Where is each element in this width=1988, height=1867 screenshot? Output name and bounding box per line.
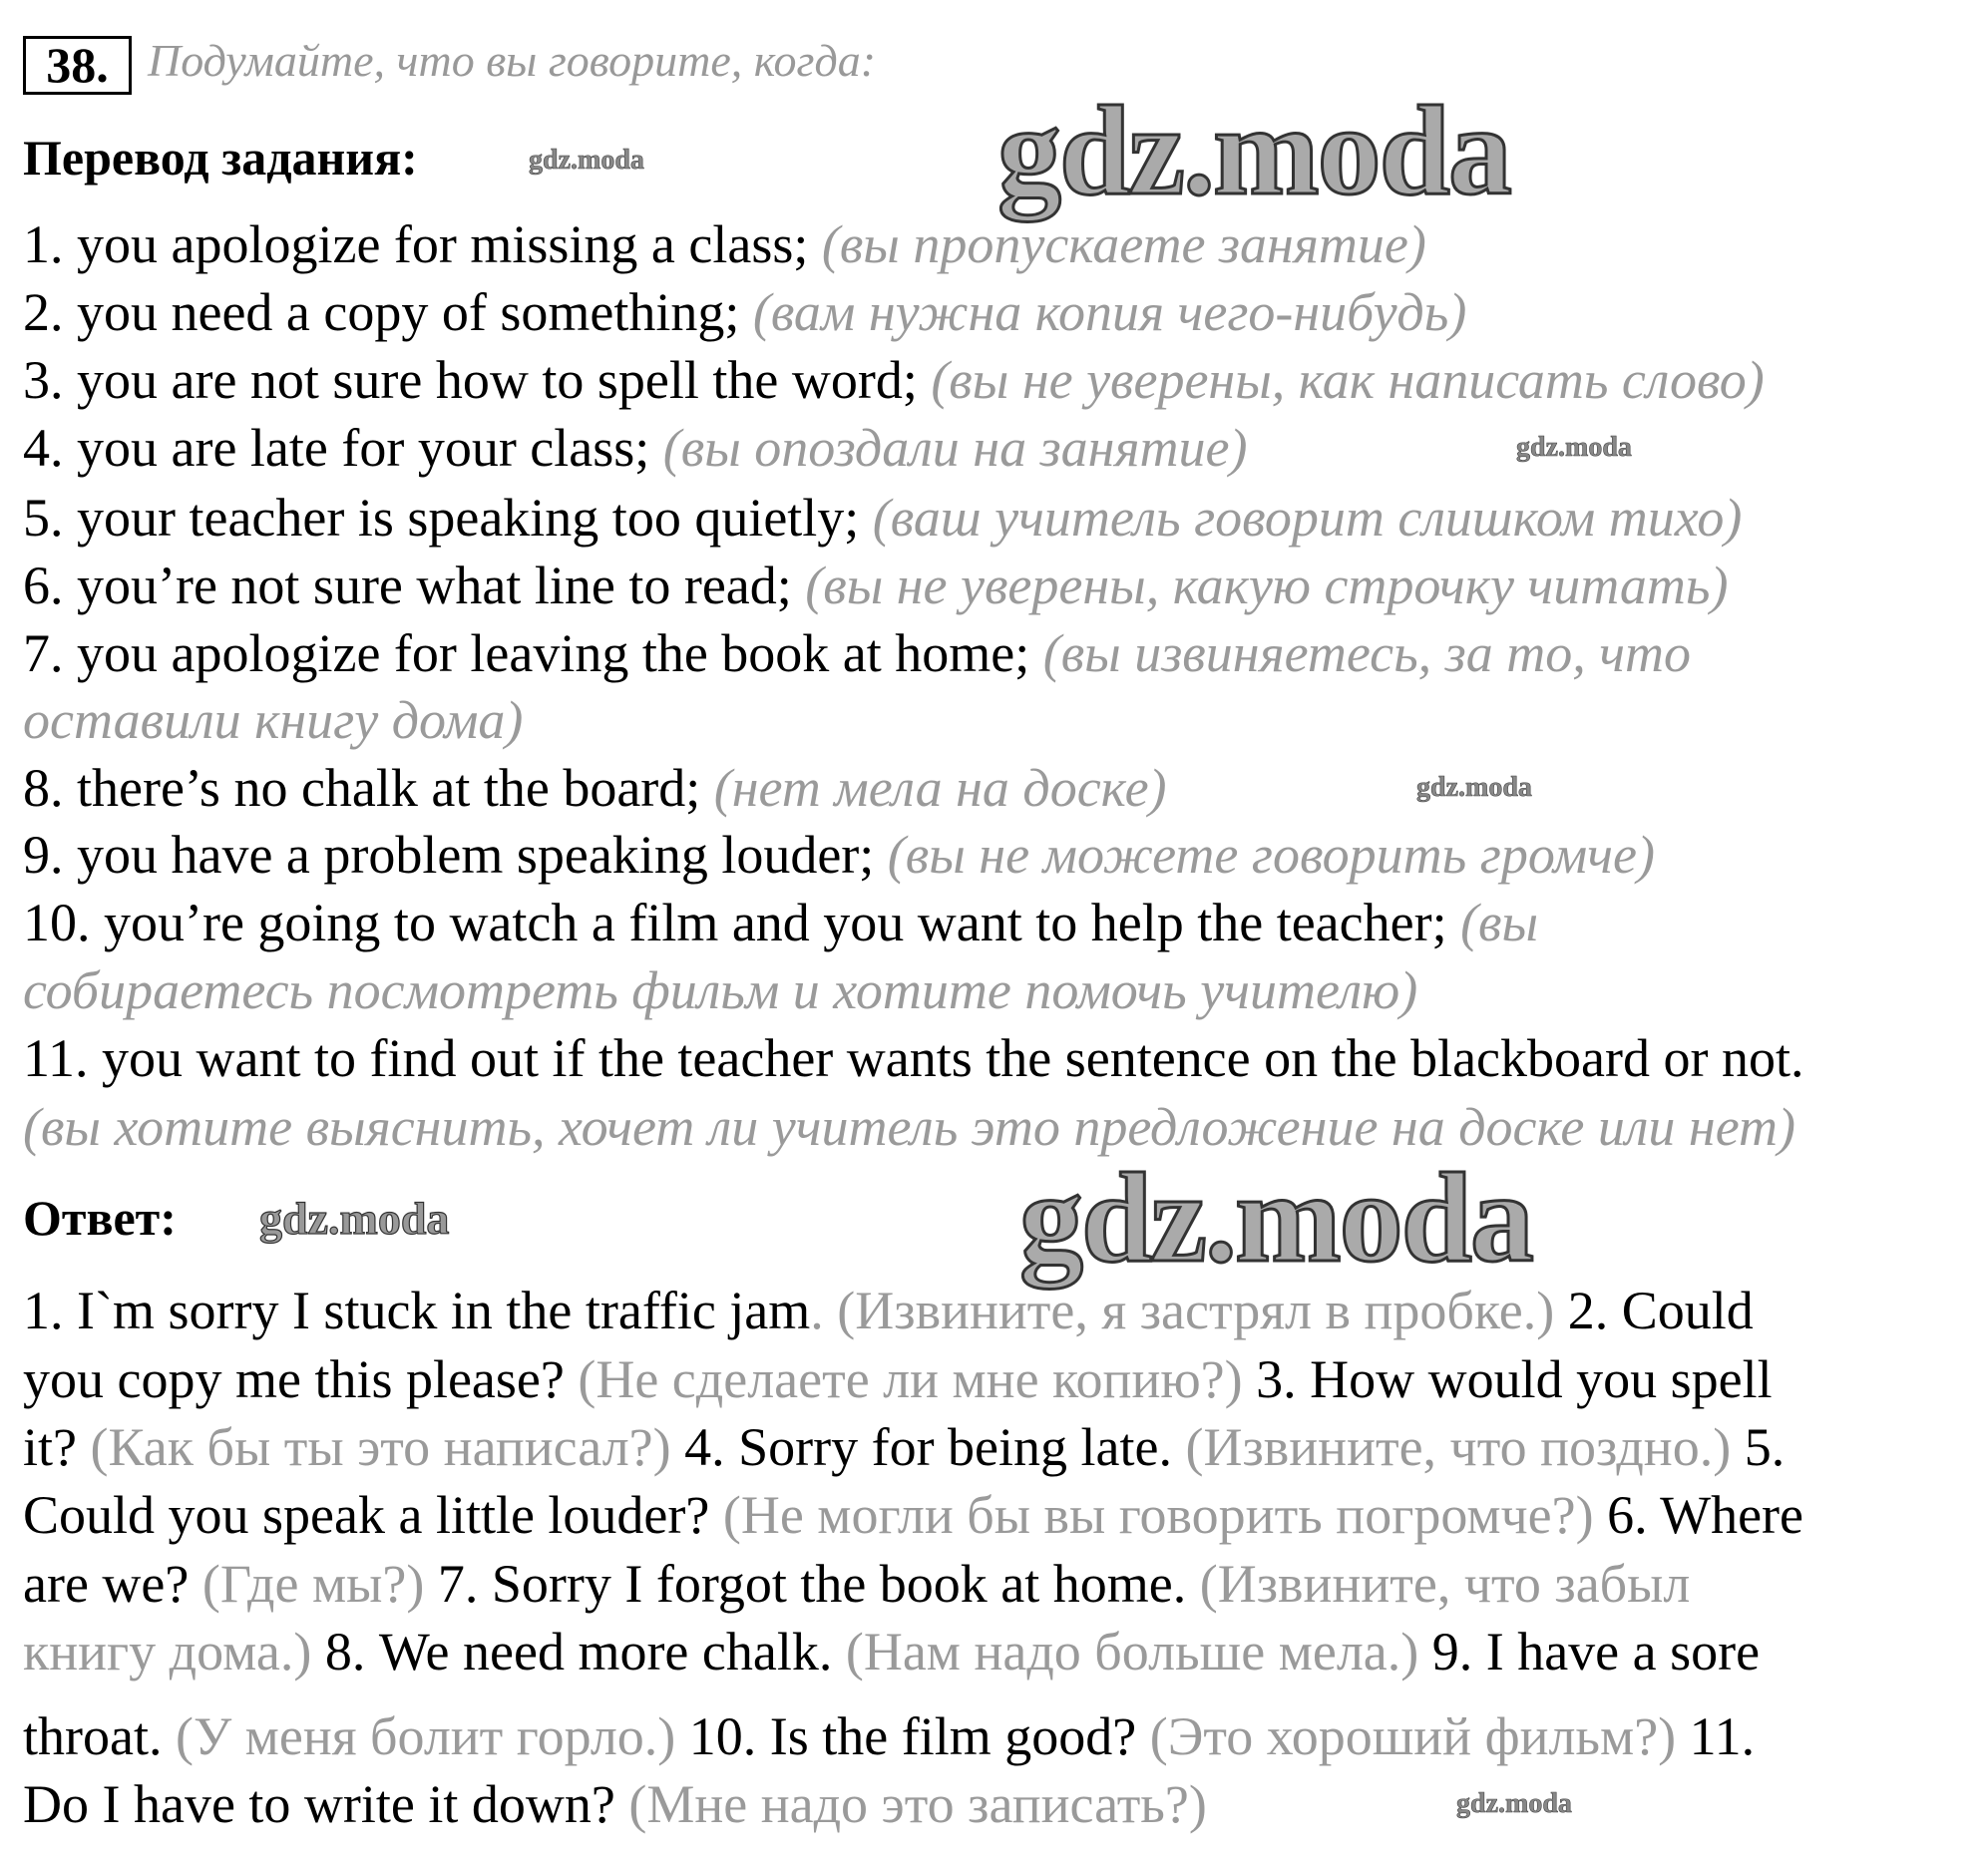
watermark-small: gdz.moda (529, 145, 644, 176)
watermark-small: gdz.moda (1516, 432, 1632, 463)
russian-translation: (Нам надо больше мела.) (845, 1622, 1419, 1681)
task-item-line (23, 686, 523, 754)
russian-translation: (Извините, что поздно.) (1185, 1417, 1732, 1477)
task-instruction: Подумайте, что вы говорите, когда: (148, 35, 877, 86)
task-item-line (23, 484, 1742, 552)
russian-translation: (Это хороший фильм?) (1149, 1706, 1677, 1766)
english-text: 8. there’s no chalk at the board; (23, 758, 714, 818)
russian-translation: (Мне надо это записать?) (628, 1774, 1207, 1834)
russian-translation: (У меня болит горло.) (175, 1706, 676, 1766)
watermark-large: gdz.moda (997, 80, 1510, 221)
english-text: 10. you’re going to watch a film and you want to help the teacher; (23, 893, 1461, 952)
english-text: 9. I have a sore (1418, 1622, 1761, 1681)
task-number-box: 38. (23, 36, 132, 95)
answer-line (23, 1345, 1773, 1413)
russian-translation: (ваш учитель говорит слишком тихо) (872, 488, 1743, 548)
russian-translation: (Извините, что забыл (1199, 1554, 1691, 1614)
english-text: 3. How would you spell (1242, 1349, 1773, 1409)
english-text: 5. your teacher is speaking too quietly; (23, 488, 873, 548)
english-text: 11. you want to find out if the teacher wants the sentence on the blackboard or not. (23, 1028, 1804, 1088)
task-item-line (23, 346, 1765, 414)
russian-translation: (вам нужна копия чего-нибудь) (752, 282, 1467, 342)
english-text: 4. Sorry for being late. (670, 1417, 1186, 1477)
english-text: it? (23, 1417, 91, 1477)
task-item-line (23, 754, 1167, 822)
task-item-line (23, 889, 1538, 956)
watermark-large: gdz.moda (1019, 1147, 1532, 1289)
task-item-line (23, 956, 1417, 1024)
english-text: 8. We need more chalk. (311, 1622, 846, 1681)
russian-translation: оставили книгу дома) (23, 690, 524, 750)
russian-translation: (Не могли бы вы говорить погромче?) (722, 1485, 1594, 1545)
russian-translation: . (Извините, я застрял в пробке.) (810, 1281, 1555, 1340)
russian-translation: (Не сделаете ли мне копию?) (578, 1349, 1243, 1409)
english-text: 2. Could (1554, 1281, 1754, 1340)
russian-translation: (Как бы ты это написал?) (90, 1417, 671, 1477)
answer-line (23, 1618, 1760, 1685)
russian-translation: (вы не уверены, какую строчку читать) (805, 556, 1729, 615)
english-text: you copy me this please? (23, 1349, 579, 1409)
english-text: 5. (1731, 1417, 1786, 1477)
answer-line (23, 1702, 1755, 1770)
russian-translation: (вы не уверены, как написать слово) (931, 350, 1765, 410)
translation-section-title: Перевод задания: (23, 130, 418, 186)
russian-translation: (вы пропускаете занятие) (821, 214, 1426, 274)
russian-translation: (вы (1460, 893, 1539, 952)
watermark-small: gdz.moda (1456, 1788, 1572, 1819)
english-text: 2. you need a copy of something; (23, 282, 753, 342)
answer-line (23, 1481, 1803, 1549)
task-item-line (23, 821, 1655, 889)
english-text: 10. Is the film good? (675, 1706, 1150, 1766)
answer-line (23, 1770, 1207, 1838)
russian-translation: (вы извиняетесь, за то, что (1042, 623, 1691, 683)
task-item-line (23, 1024, 1803, 1092)
russian-translation: (нет мела на доске) (713, 758, 1167, 818)
russian-translation: книгу дома.) (23, 1622, 312, 1681)
english-text: 6. Where (1593, 1485, 1803, 1545)
task-item-line (23, 278, 1466, 346)
russian-translation: (Где мы?) (201, 1554, 425, 1614)
russian-translation: (вы опоздали на занятие) (662, 418, 1248, 478)
english-text: 7. Sorry I forgot the book at home. (424, 1554, 1200, 1614)
watermark-medium: gdz.moda (259, 1193, 450, 1244)
english-text: throat. (23, 1706, 176, 1766)
english-text: 6. you’re not sure what line to read; (23, 556, 806, 615)
russian-translation: (вы хотите выяснить, хочет ли учитель это предложение на доске или нет) (23, 1097, 1795, 1157)
russian-translation: собираетесь посмотреть фильм и хотите помочь учителю) (23, 960, 1418, 1020)
english-text: 3. you are not sure how to spell the word; (23, 350, 932, 410)
english-text: are we? (23, 1554, 202, 1614)
english-text: 9. you have a problem speaking louder; (23, 825, 888, 885)
english-text: 11. (1676, 1706, 1756, 1766)
task-item-line (23, 414, 1247, 482)
russian-translation: (вы не можете говорить громче) (887, 825, 1655, 885)
answer-section-title: Ответ: (23, 1190, 177, 1246)
answer-line (23, 1550, 1690, 1618)
task-item-line (23, 619, 1691, 687)
english-text: 4. you are late for your class; (23, 418, 663, 478)
watermark-small: gdz.moda (1416, 772, 1532, 803)
english-text: 7. you apologize for leaving the book at home; (23, 623, 1043, 683)
answer-line (23, 1413, 1785, 1481)
english-text: Do I have to write it down? (23, 1774, 629, 1834)
english-text: 1. you apologize for missing a class; (23, 214, 822, 274)
english-text: 1. I`m sorry I stuck in the traffic jam (23, 1281, 811, 1340)
english-text: Could you speak a little louder? (23, 1485, 723, 1545)
task-item-line (23, 552, 1728, 619)
